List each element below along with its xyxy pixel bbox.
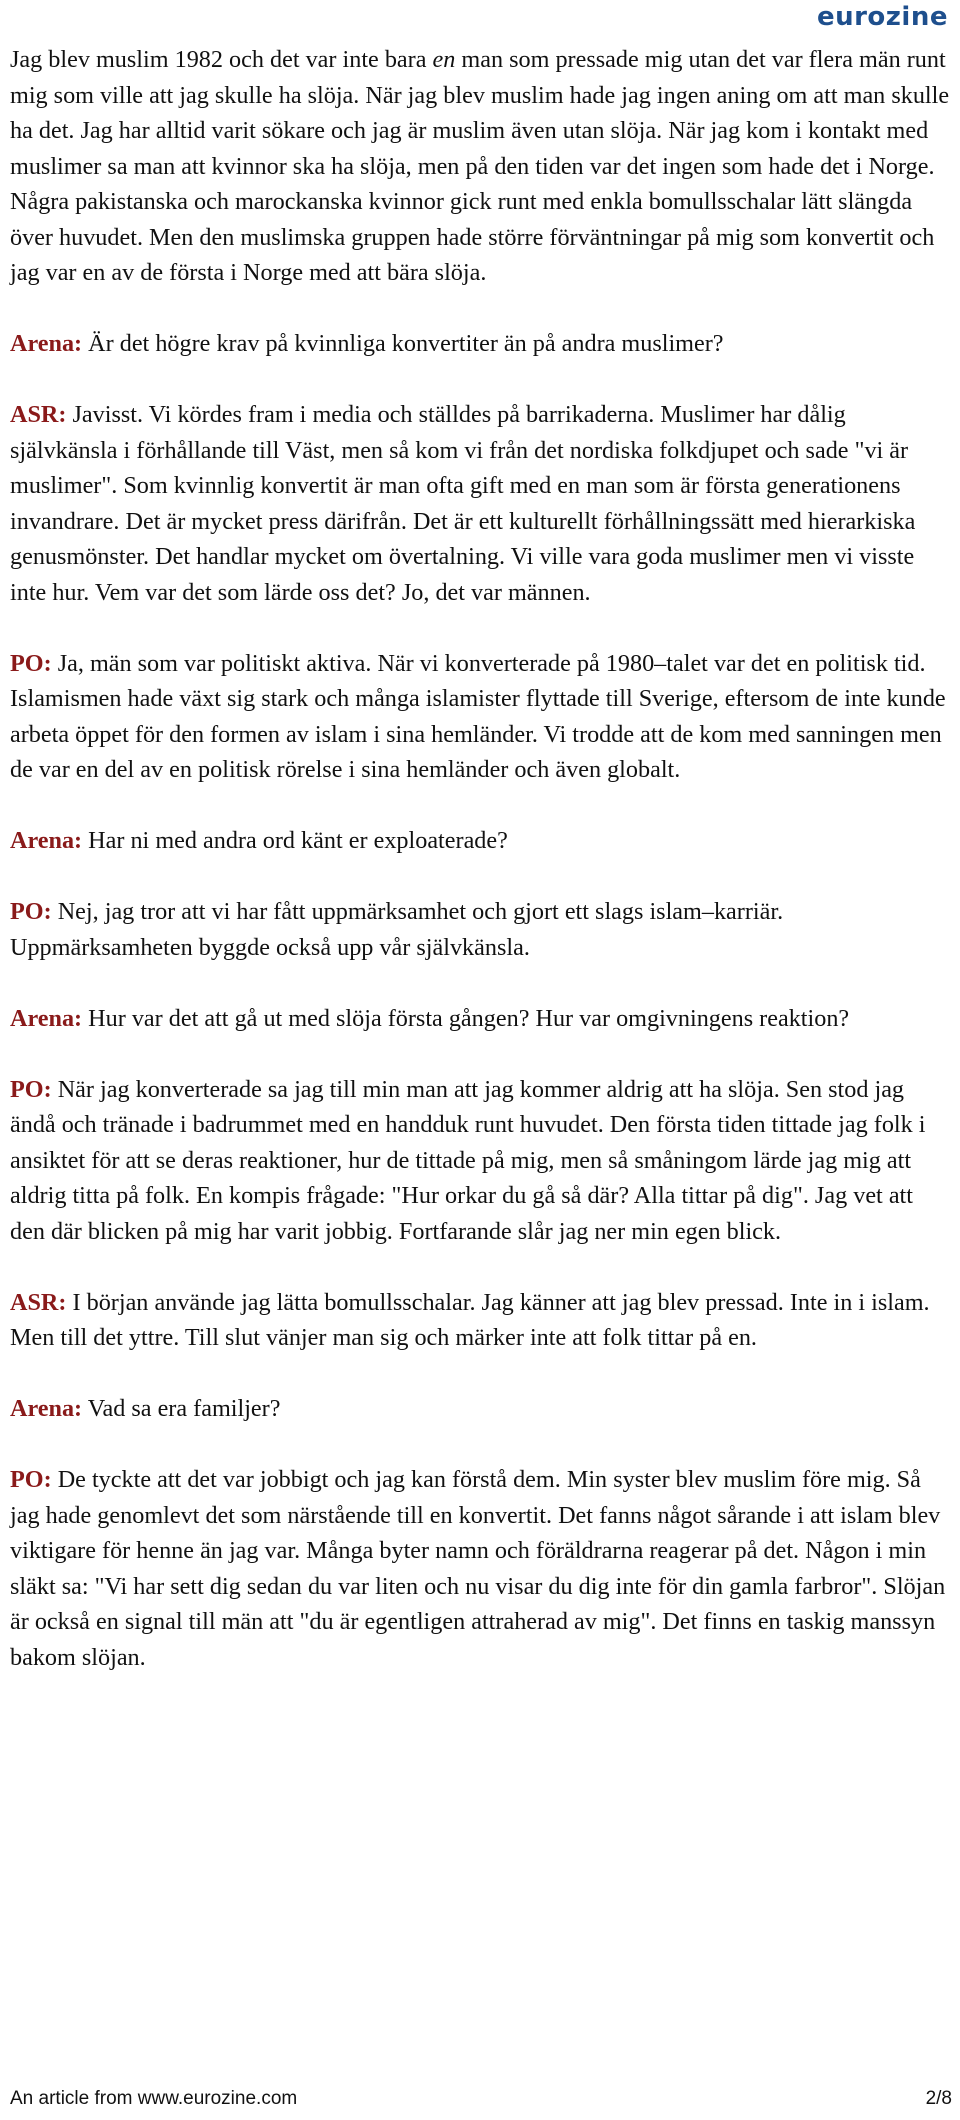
speaker-label: Arena: bbox=[10, 1395, 83, 1422]
exchange-text: Hur var det att gå ut med slöja första gången? Hur var omgivningens reaktion? bbox=[82, 1004, 850, 1032]
article-body bbox=[10, 42, 950, 1711]
intro-paragraph bbox=[10, 42, 950, 291]
speaker-label: PO: bbox=[10, 649, 52, 677]
exchange-text: Ja, män som var politiskt aktiva. När vi konverterade på 1980–talet var det en politisk tid. Islamismen hade växt sig stark och många islamister flyttade till Sverige, eftersom de inte kunde arbeta öppet för den formen av islam i sina hemländer. Vi trodde att de kom med sanningen men de var en del av en politisk rörelse i sina hemländer och även globalt. bbox=[10, 649, 946, 783]
exchange-text: Nej, jag tror att vi har fått uppmärksamhet och gjort ett slags islam–karriär. Uppmärksamheten byggde också upp vår självkänsla. bbox=[10, 898, 784, 961]
exchange-text: Javisst. Vi kördes fram i media och ställdes på barrikaderna. Muslimer har dålig självkänsla i förhållande till Väst, men så kom vi från det nordiska folkdjupet och sade "vi är muslimer". Som kvinnlig konvertit är man ofta gift med en man som är första generationens invandrare. Det är mycket press därifrån. Det är ett kulturellt förhållningssätt med hierarkiska genusmönster. Det handlar mycket om övertalning. Vi ville vara goda muslimer men vi visste inte hur. Vem var det som lärde oss det? Jo, det var männen. bbox=[10, 401, 916, 606]
exchange-text: När jag konverterade sa jag till min man att jag kommer aldrig att ha slöja. Sen stod jag ändå och tränade i badrummet med en handduk runt huvudet. Den första tiden tittade jag folk i ansiktet för att se deras reaktioner, hur de tittade på mig, men så småningom lärde jag mig att aldrig titta på folk. En kompis frågade: "Hur orkar du gå så där? Alla tittar på dig". Jag vet att den där blicken på mig har varit jobbig. Fortfarande slår jag ner min egen blick. bbox=[10, 1075, 926, 1245]
exchange-paragraph bbox=[10, 1462, 950, 1675]
footer-page-number: 2/8 bbox=[925, 2088, 952, 2109]
speaker-label: PO: bbox=[10, 1075, 52, 1103]
speaker-label: Arena: bbox=[10, 827, 83, 854]
exchange-paragraph bbox=[10, 1391, 950, 1427]
exchange-paragraph bbox=[10, 1072, 950, 1250]
exchange-text: Vad sa era familjer? bbox=[82, 1395, 281, 1422]
exchange-paragraph bbox=[10, 1001, 950, 1037]
exchange-paragraph bbox=[10, 646, 950, 788]
exchange-text: Har ni med andra ord känt er exploaterade? bbox=[82, 827, 508, 854]
exchange-paragraph bbox=[10, 1285, 950, 1356]
intro-text-2: man som pressade mig utan det var flera män runt mig som ville att jag skulle ha slöja. När jag blev muslim hade jag ingen aning om att man skulle ha det. Jag har alltid varit sökare och jag är muslim även utan slöja. När jag kom i kontakt med muslimer sa man att kvinnor ska ha slöja, men på den tiden var det ingen som hade det i Norge. Några pakistanska och marockanska kvinnor gick runt med enkla bomullsschalar lätt slängda över huvudet. Men den muslimska gruppen hade större förväntningar på mig som konvertit och jag var en av de första i Norge med att bära slöja. bbox=[10, 46, 950, 286]
intro-text-1: Jag blev muslim 1982 och det var inte bara bbox=[10, 46, 433, 73]
speaker-label: PO: bbox=[10, 1466, 52, 1493]
eurozine-logo: eurozine bbox=[816, 2, 948, 32]
exchange-text: Är det högre krav på kvinnliga konvertiter än på andra muslimer? bbox=[82, 330, 724, 357]
speaker-label: ASR: bbox=[10, 401, 67, 428]
exchange-paragraph bbox=[10, 326, 950, 362]
intro-emphasis: en bbox=[432, 46, 456, 73]
exchange-paragraph bbox=[10, 397, 950, 610]
exchange-paragraph bbox=[10, 894, 950, 965]
exchange-text: De tyckte att det var jobbigt och jag kan förstå dem. Min syster blev muslim före mig. Så jag hade genomlevt det som närstående till en konvertit. Det fanns något sårande i att islam blev viktigare för henne än jag var. Många byter namn och föräldrarna reagerar på det. Någon i min släkt sa: "Vi har sett dig sedan du var liten och nu visar du dig inte för din gamla farbror". Slöjan är också en signal till män att "du är egentligen attraherad av mig". Det finns en taskig manssyn bakom slöjan. bbox=[10, 1466, 946, 1671]
exchange-paragraph bbox=[10, 823, 950, 859]
exchange-text: I början använde jag lätta bomullsschalar. Jag känner att jag blev pressad. Inte in i islam. Men till det yttre. Till slut vänjer man sig och märker inte att folk tittar på en. bbox=[10, 1288, 930, 1351]
speaker-label: ASR: bbox=[10, 1288, 67, 1316]
speaker-label: PO: bbox=[10, 898, 52, 925]
speaker-label: Arena: bbox=[10, 330, 83, 357]
speaker-label: Arena: bbox=[10, 1004, 83, 1032]
footer-source: An article from www.eurozine.com bbox=[10, 2088, 298, 2109]
